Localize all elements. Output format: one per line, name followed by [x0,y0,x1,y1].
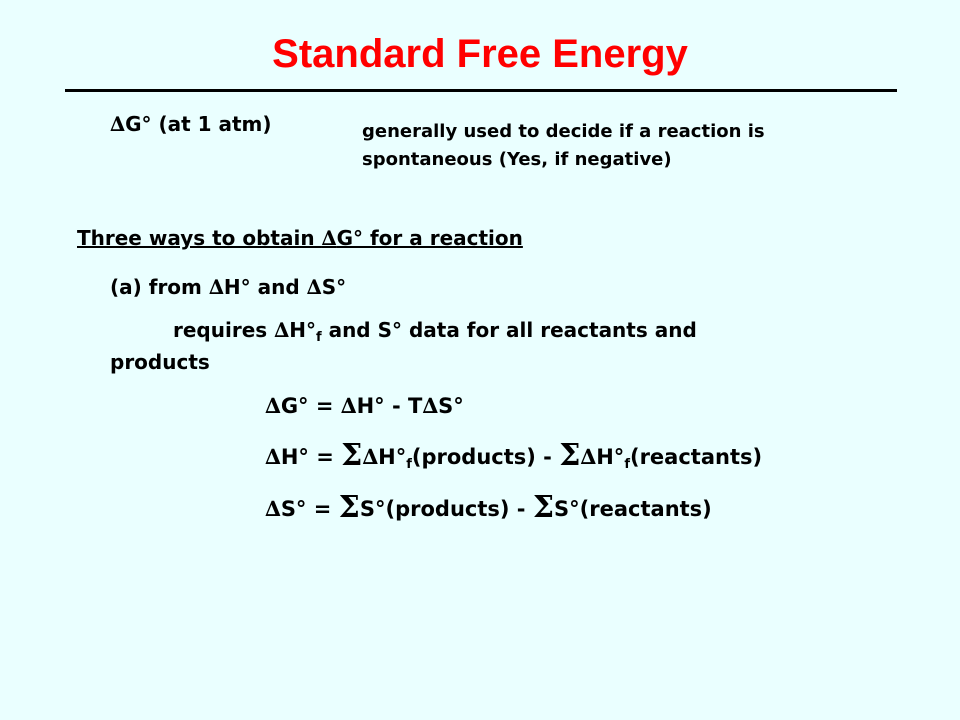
method-a-heading [110,275,346,299]
method-a-prefix: (a) from [110,275,209,299]
requires-prefix: requires [173,318,275,342]
delta-g-heading [110,112,272,136]
equation-entropy [265,490,712,525]
subscript-f: f [624,457,630,472]
delta-symbol: ∆ [274,318,290,342]
sigma-symbol: Σ [532,490,555,525]
eq3-term1: S°(products) - [359,497,533,521]
eq2-term2: H° [596,445,625,469]
slide-title: Standard Free Energy [272,32,688,76]
delta-symbol: ∆ [265,496,281,521]
eq3-term2: S°(reactants) [554,497,712,521]
eq2-term1: H° [378,445,407,469]
delta-symbol: ∆ [321,226,337,250]
requires-suffix: and S° data for all reactants and [321,318,697,342]
eq2-term2-tail: (reactants) [629,445,763,469]
sigma-symbol: Σ [559,438,581,473]
eq1-s: S° [438,394,464,418]
delta-g-heading-text: G° (at 1 atm) [125,112,272,136]
method-a-s: S° [321,275,347,299]
delta-symbol: ∆ [362,444,379,469]
title-divider [65,89,897,92]
requires-line-2: products [110,350,210,374]
delta-symbol: ∆ [265,393,281,418]
requires-line-1 [173,318,697,345]
eq2-term1-tail: (products) - [411,445,560,469]
eq1-h: H° - T [356,394,423,418]
delta-symbol: ∆ [580,444,597,469]
requires-hf: H° [289,318,316,342]
delta-symbol: ∆ [110,112,126,136]
method-a-h: H° and [223,275,307,299]
sigma-symbol: Σ [341,438,363,473]
equation-enthalpy [265,438,763,473]
ways-heading-suffix: G° for a reaction [336,226,523,250]
delta-symbol: ∆ [422,393,439,418]
delta-symbol: ∆ [265,444,281,469]
subscript-f: f [406,457,412,472]
equation-gibbs [265,393,464,418]
delta-symbol: ∆ [340,393,357,418]
sigma-symbol: Σ [338,490,360,525]
subscript-f: f [315,330,322,345]
delta-symbol: ∆ [208,275,224,299]
delta-g-note: generally used to decide if a reaction is spontaneous (Yes, if negative) [362,121,765,170]
eq2-lhs: H° = [280,445,342,469]
eq3-lhs: S° = [280,497,339,521]
eq1-g: G° = [280,394,341,418]
ways-heading-prefix: Three ways to obtain [77,226,322,250]
delta-symbol: ∆ [306,275,322,299]
ways-heading [77,226,523,250]
